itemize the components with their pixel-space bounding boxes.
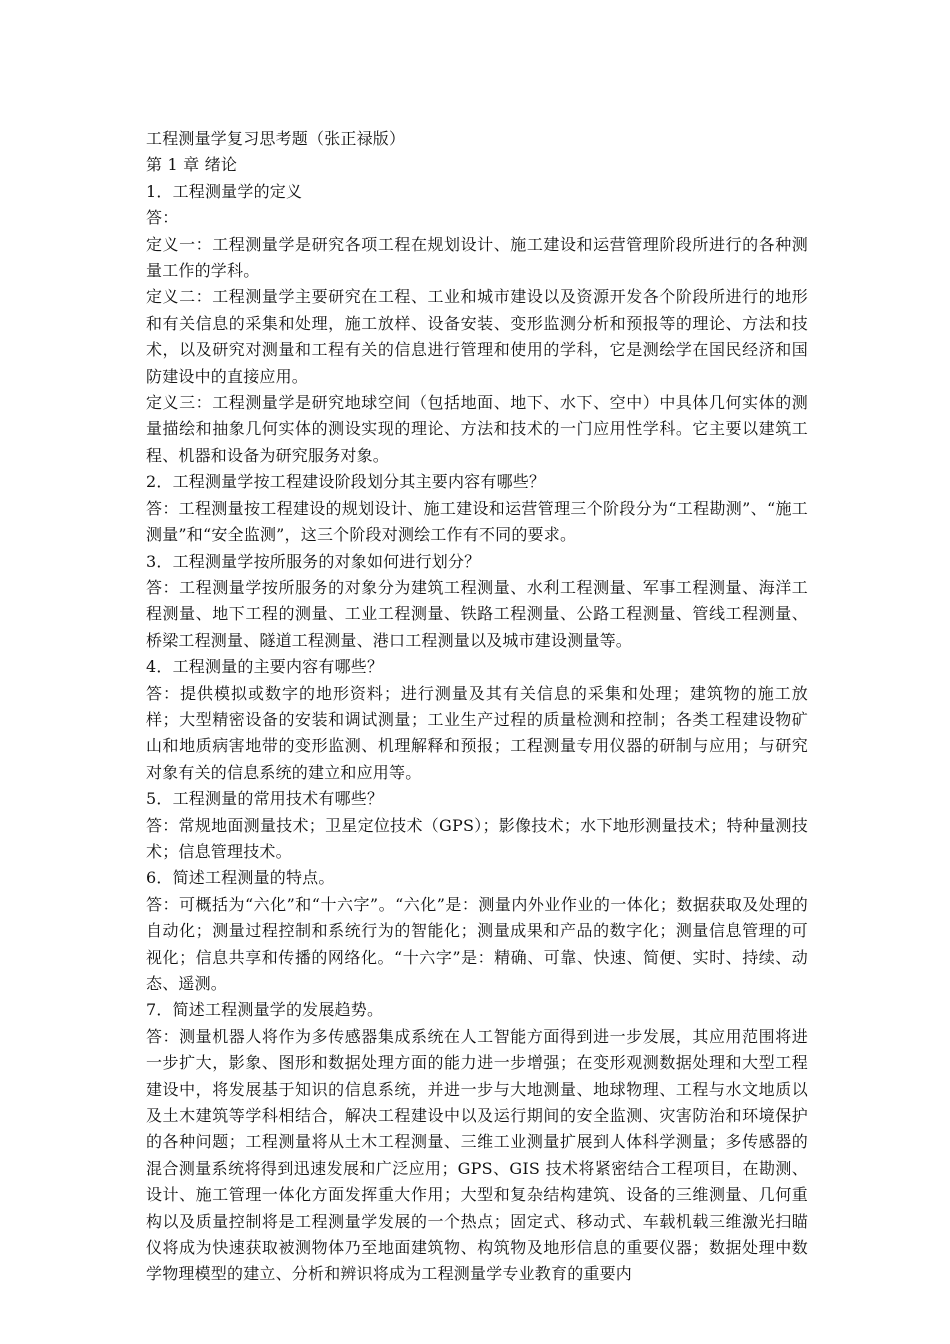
answer-7: 答：测量机器人将作为多传感器集成系统在人工智能方面得到进一步发展，其应用范围将进一步扩大，影象、图形和数据处理方面的能力进一步增强；在变形观测数据处理和大型工程建设中，将发展基于知识的信息系统，并进一步与大地测量、地球物理、工程与水文地质以及土木建筑等学科相结合，解决工程建设中以及运行期间的安全监测、灾害防治和环境保护的各种问题；工程测量将从土木工程测量、三维工业测量扩展到人体科学测量；多传感器的混合测量系统将得到迅速发展和广泛应用；GPS、GIS 技术将紧密结合工程项目，在勘测、设计、施工管理一体化方面发挥重大作用；大型和复杂结构建筑、设备的三维测量、几何重构以及质量控制将是工程测量学发展的一个热点；固定式、移动式、车载机载三维激光扫瞄仪将成为快速获取被测物体乃至地面建筑物、构筑物及地形信息的重要仪器；数据处理中数学物理模型的建立、分析和辨识将成为工程测量学专业教育的重要内 (146, 1026, 808, 1284)
question-4: 4．工程测量的主要内容有哪些？ (146, 657, 384, 677)
question-2: 2．工程测量学按工程建设阶段划分其主要内容有哪些？ (146, 472, 546, 492)
question-7: 7．简述工程测量学的发展趋势。 (146, 1000, 384, 1020)
question-1: 1．工程测量学的定义 (146, 181, 303, 201)
chapter-heading: 第 1 章 绪论 (146, 155, 238, 175)
question-5: 5．工程测量的常用技术有哪些？ (146, 789, 384, 809)
answer-2: 答：工程测量按工程建设的规划设计、施工建设和运营管理三个阶段分为“工程勘测”、“施工测量”和“安全监测”，这三个阶段对测绘工作有不同的要求。 (146, 498, 808, 545)
document-title: 工程测量学复习思考题（张正禄版） (146, 129, 406, 148)
answer-5: 答：常规地面测量技术；卫星定位技术（GPS）；影像技术；水下地形测量技术；特种量测技术；信息管理技术。 (146, 815, 808, 861)
answer-1-definition-2: 定义二：工程测量学主要研究在工程、工业和城市建设以及资源开发各个阶段所进行的地形和有关信息的采集和处理，施工放样、设备安装、变形监测分析和预报等的理论、方法和技术，以及研究对测量和工程有关的信息进行管理和使用的学科，它是测绘学在国民经济和国防建设中的直接应用。 (146, 287, 808, 386)
answer-1-definition-3: 定义三：工程测量学是研究地球空间（包括地面、地下、水下、空中）中具体几何实体的测量描绘和抽象几何实体的测设实现的理论、方法和技术的一门应用性学科。它主要以建筑工程、机器和设备为研究服务对象。 (146, 393, 808, 465)
question-3: 3．工程测量学按所服务的对象如何进行划分？ (146, 551, 481, 571)
answer-1-label: 答： (146, 208, 179, 228)
answer-4: 答：提供模拟或数字的地形资料；进行测量及其有关信息的采集和处理；建筑物的施工放样；大型精密设备的安装和调试测量；工业生产过程的质量检测和控制；各类工程建设物矿山和地质病害地带的变形监测、机理解释和预报；工程测量专用仪器的研制与应用；与研究对象有关的信息系统的建立和应用等。 (146, 683, 808, 782)
answer-1-definition-1: 定义一：工程测量学是研究各项工程在规划设计、施工建设和运营管理阶段所进行的各种测量工作的学科。 (146, 234, 808, 281)
answer-3: 答：工程测量学按所服务的对象分为建筑工程测量、水利工程测量、军事工程测量、海洋工程测量、地下工程的测量、工业工程测量、铁路工程测量、公路工程测量、管线工程测量、桥梁工程测量、隧道工程测量、港口工程测量以及城市建设测量等。 (146, 577, 808, 650)
document-page (146, 126, 808, 1288)
question-6: 6．简述工程测量的特点。 (146, 868, 335, 888)
answer-6: 答：可概括为“六化”和“十六字”。“六化”是：测量内外业作业的一体化；数据获取及处理的自动化；测量过程控制和系统行为的智能化；测量成果和产品的数字化；测量信息管理的可视化；信息共享和传播的网络化。“十六字”是：精确、可靠、快速、简便、实时、持续、动态、遥测。 (146, 894, 808, 993)
